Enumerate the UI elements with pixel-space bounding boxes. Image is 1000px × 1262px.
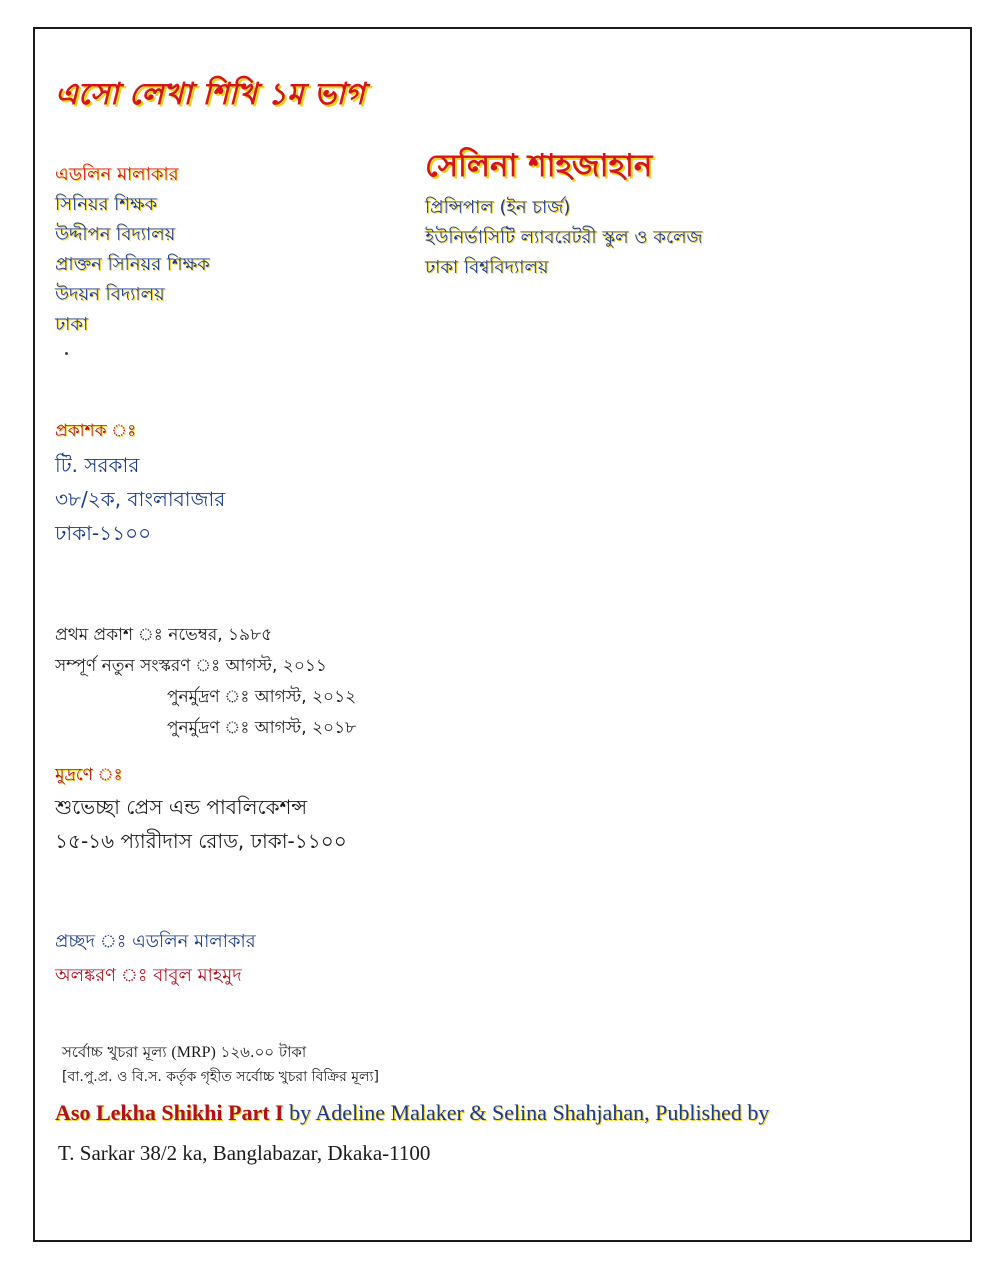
publisher-label: প্রকাশক ঃ <box>55 421 137 441</box>
english-byline: by Adeline Malaker & Selina Shahjahan, Published by <box>283 1100 770 1125</box>
edition-history <box>55 620 356 744</box>
author-selina-name: সেলিনা শাহজাহান <box>425 148 653 184</box>
publisher-block <box>55 418 225 550</box>
illustration-artist: বাবুল মাহমুদ <box>153 965 242 986</box>
author-adeline-line: ঢাকা <box>55 314 89 335</box>
edition-new: সম্পূর্ণ নতুন সংস্করণ ঃ আগস্ট, ২০১১ <box>55 656 327 676</box>
printer-address: ১৫-১৬ প্যারীদাস রোড, ঢাকা-১১০০ <box>55 829 347 853</box>
publisher-name: টি. সরকার <box>55 453 140 477</box>
author-selina-line: ইউনির্ভাসিটি ল্যাবরেটরী স্কুল ও কলেজ <box>425 227 703 248</box>
printer-label: মুদ্রণে ঃ <box>55 765 123 785</box>
illustration-label: অলঙ্করণ ঃ <box>55 965 148 986</box>
english-credit-line <box>55 1098 769 1128</box>
english-book-title: Aso Lekha Shikhi Part I <box>55 1100 284 1125</box>
illustration-credit <box>55 962 242 990</box>
author-adeline-line: প্রাক্তন সিনিয়র শিক্ষক <box>55 254 210 275</box>
mrp-price: ১২৬.০০ টাকা <box>220 1043 307 1061</box>
publisher-address: ৩৮/২ক, বাংলাবাজার <box>55 487 226 511</box>
publisher-city: ঢাকা-১১০০ <box>55 521 152 545</box>
edition-first: প্রথম প্রকাশ ঃ নভেম্বর, ১৯৮৫ <box>55 625 273 645</box>
author-adeline-line: সিনিয়র শিক্ষক <box>55 194 158 215</box>
english-address: T. Sarkar 38/2 ka, Banglabazar, Dkaka-1100 <box>58 1141 431 1165</box>
cover-artist: এডলিন মালাকার <box>132 931 256 952</box>
author-adeline-name: এডলিন মালাকার <box>55 164 179 185</box>
mrp-note: [বা.পু.প্র. ও বি.স. কর্তৃক গৃহীত সর্বোচ্চ খুচরা বিক্রির মূল্য] <box>62 1069 380 1085</box>
edition-reprint: পুনর্মুদ্রণ ঃ আগস্ট, ২০১২ <box>167 687 357 707</box>
mrp-line <box>62 1040 306 1065</box>
author-adeline-line: উদয়ন বিদ্যালয় <box>55 284 165 305</box>
mrp-tag: (MRP) <box>171 1044 216 1061</box>
cover-label: প্রচ্ছদ ঃ <box>55 931 127 952</box>
author-adeline-block <box>55 160 210 340</box>
printer-name: শুভেচ্ছা প্রেস এন্ড পাবলিকেশন্স <box>55 795 308 819</box>
printer-block <box>55 762 347 858</box>
mrp-prefix: সর্বোচ্চ খুচরা মূল্য <box>62 1043 167 1061</box>
author-selina-line: প্রিন্সিপাল (ইন চার্জ) <box>425 197 571 218</box>
speck-mark <box>65 352 68 355</box>
author-adeline-line: উদ্দীপন বিদ্যালয় <box>55 224 176 245</box>
edition-reprint: পুনর্মুদ্রণ ঃ আগস্ট, ২০১৮ <box>167 718 357 738</box>
cover-credit <box>55 928 256 956</box>
author-selina-block <box>425 145 703 283</box>
author-selina-line: ঢাকা বিশ্ববিদ্যালয় <box>425 257 549 278</box>
book-title: এসো লেখা শিখি ১ম ভাগ <box>55 77 365 112</box>
